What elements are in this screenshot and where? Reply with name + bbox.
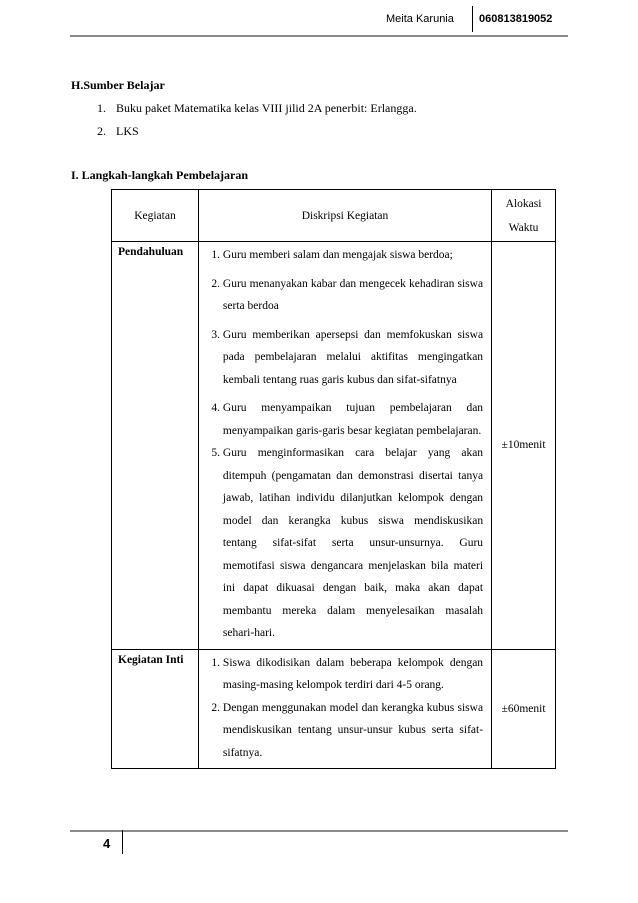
- section-h-title: H.Sumber Belajar: [71, 78, 165, 92]
- table-row: [112, 242, 556, 650]
- step-item: 2. Guru menanyakan kabar dan mengecek kehadiran siswa serta berdoa: [223, 273, 483, 318]
- header-rule: [70, 35, 568, 37]
- footer-rule: [70, 830, 568, 832]
- table-header-row: [112, 190, 556, 242]
- lesson-steps-table: [111, 189, 556, 769]
- step-item: 1. Siswa dikodisikan dalam beberapa kelompok dengan masing-masing kelompok terdiri dari 4-5 orang.: [223, 652, 483, 697]
- page-number: 4: [103, 836, 111, 851]
- phase-label: Kegiatan Inti: [112, 649, 199, 769]
- time-allocation: ±60menit: [492, 649, 556, 769]
- table-row: [112, 649, 556, 769]
- phase-description: [198, 649, 491, 769]
- step-item: 2. Dengan menggunakan model dan kerangka kubus siswa mendiskusikan tentang unsur-unsur kubus serta sifat-sifatnya.: [223, 697, 483, 765]
- author-id: 060813819052: [479, 13, 553, 25]
- phase-label: Pendahuluan: [112, 242, 199, 650]
- step-item: 3. Guru memberikan apersepsi dan memfokuskan siswa pada pembelajaran melalui aktifitas mengingatkan kembali tentang ruas garis kubus dan sifat-sifatnya: [223, 324, 483, 392]
- header-allocation: [492, 190, 556, 242]
- phase-description: [198, 242, 491, 650]
- time-allocation: ±10menit: [492, 242, 556, 650]
- header-description: Diskripsi Kegiatan: [198, 190, 491, 242]
- section-i-title: I. Langkah-langkah Pembelajaran: [71, 168, 249, 182]
- header-allocation-line2: Waktu: [508, 222, 539, 234]
- list-item-text: LKS: [116, 124, 139, 138]
- footer-divider: [122, 830, 123, 854]
- list-item: 2. LKS: [97, 124, 139, 138]
- author-name: Meita Karunia: [386, 13, 454, 25]
- step-item: 1. Guru memberi salam dan mengajak siswa berdoa;: [223, 244, 483, 267]
- header-activity: Kegiatan: [112, 190, 199, 242]
- step-item: 5. Guru menginformasikan cara belajar yang akan ditempuh (pengamatan dan demonstrasi disertai tanya jawab, latihan individu dilanjutkan kelompok dengan model dan kerangka kubus siswa mendiskusikan tentang sifat-sifat serta unsur-unsurnya. Guru memotifasi siswa dengancara menjelaskan bila materi ini dapat dikuasai dengan baik, maka akan dapat membantu mereka dalam menyelesaikan masalah sehari-hari.: [223, 442, 483, 645]
- header-divider: [472, 6, 473, 32]
- header-allocation-line1: Alokasi: [505, 198, 542, 210]
- list-item-text: Buku paket Matematika kelas VIII jilid 2A penerbit: Erlangga.: [116, 101, 417, 115]
- step-item: 4. Guru menyampaikan tujuan pembelajaran dan menyampaikan garis-garis besar kegiatan pembelajaran.: [223, 397, 483, 442]
- list-item: 1. Buku paket Matematika kelas VIII jilid 2A penerbit: Erlangga.: [97, 101, 417, 115]
